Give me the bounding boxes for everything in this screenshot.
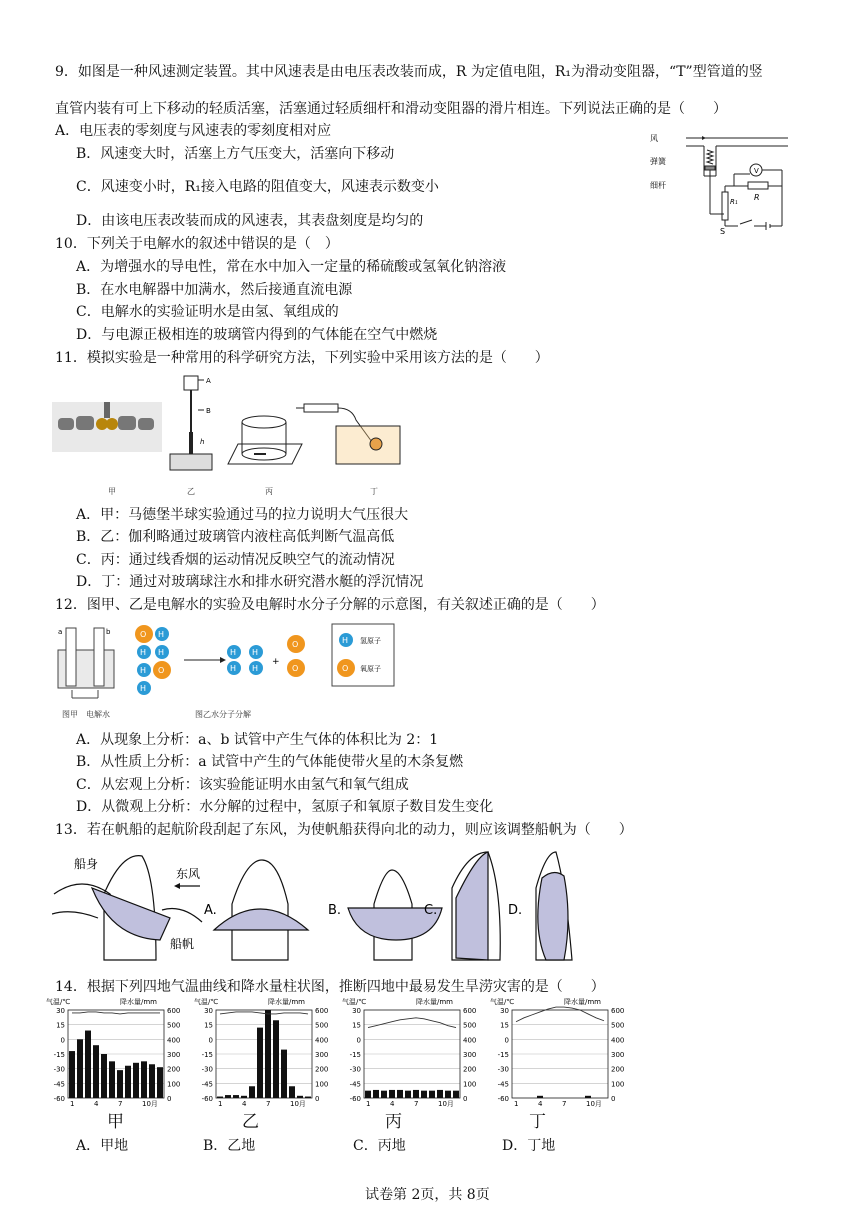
legend-o-atom: O	[342, 664, 349, 673]
atom-h-9: H	[252, 664, 259, 673]
q14-option-b: B．乙地	[203, 1138, 256, 1154]
q11-option-c: C．丙：通过线香烟的运动情况反映空气的流动情况	[76, 552, 395, 568]
tube-a-label: a	[58, 628, 63, 636]
chart-title-bing: 丙	[385, 1112, 402, 1132]
precip-tick-label: 200	[315, 1065, 329, 1074]
precip-axis-label: 降水量/mm	[416, 998, 453, 1006]
precip-bar	[265, 1010, 271, 1098]
x-tick-label: 10月	[438, 1100, 454, 1108]
option-a-label: A.	[204, 903, 217, 918]
x-tick-label: 7	[562, 1100, 567, 1108]
q12-option-a: A．从现象上分析：a、b 试管中产生气体的体积比为 2：1	[76, 732, 439, 748]
resistor-r1-label: R₁	[730, 198, 738, 206]
precip-bar	[101, 1054, 107, 1098]
precip-tick-label: 0	[315, 1095, 320, 1103]
tube-label-b: B	[206, 407, 211, 415]
voltmeter-label: V	[754, 167, 759, 175]
temp-tick-label: 0	[504, 1036, 509, 1045]
legend-oxygen-label: 氧原子	[360, 665, 381, 673]
precip-tick-label: 0	[167, 1095, 172, 1103]
precip-tick-label: 100	[315, 1080, 329, 1089]
x-tick-label: 4	[538, 1100, 543, 1108]
q10-option-d: D．与电源正极相连的玻璃管内得到的气体能在空气中燃烧	[76, 327, 438, 343]
tube-label-h: h	[200, 438, 205, 446]
precip-tick-label: 600	[463, 1007, 477, 1015]
precip-bar	[117, 1070, 123, 1098]
caption-bing: 丙	[265, 487, 273, 496]
precip-tick-label: 400	[315, 1036, 329, 1045]
x-tick-label: 10月	[290, 1100, 306, 1108]
temp-axis-label: 气温/℃	[490, 998, 515, 1006]
precip-bar	[585, 1096, 591, 1098]
climate-chart-2	[340, 996, 486, 1108]
precip-tick-label: 600	[611, 1007, 625, 1015]
x-tick-label: 4	[390, 1100, 395, 1108]
x-tick-label: 1	[218, 1100, 223, 1108]
temperature-line	[72, 1012, 160, 1014]
q14-stem: 14．根据下列四地气温曲线和降水量柱状图，推断四地中最易发生旱涝灾害的是（ ）	[55, 979, 605, 995]
atom-h-6: H	[230, 648, 237, 657]
precip-tick-label: 400	[463, 1036, 477, 1045]
q14-option-d: D．丁地	[502, 1138, 556, 1154]
precip-bar	[289, 1086, 295, 1098]
temp-tick-label: 0	[60, 1036, 65, 1045]
q12-stem: 12．图甲、乙是电解水的实验及电解时水分子分解的示意图，有关叙述正确的是（ ）	[55, 597, 605, 613]
precip-tick-label: 100	[463, 1080, 477, 1089]
temp-axis-label: 气温/℃	[342, 998, 367, 1006]
temp-tick-label: -45	[349, 1080, 361, 1089]
precip-bar	[297, 1096, 303, 1098]
precip-bar	[125, 1066, 131, 1098]
caption-jia: 甲	[108, 487, 116, 496]
precip-bar	[437, 1090, 443, 1098]
temp-tick-label: -60	[497, 1095, 509, 1103]
precip-bar	[305, 1097, 311, 1098]
q12-electrolysis-figure	[52, 620, 397, 720]
chart-title-ding: 丁	[529, 1112, 546, 1132]
precip-tick-label: 500	[167, 1021, 181, 1030]
precip-tick-label: 500	[611, 1021, 625, 1030]
temp-tick-label: 15	[352, 1021, 361, 1030]
precip-tick-label: 300	[315, 1051, 329, 1059]
precip-tick-label: 300	[167, 1051, 181, 1059]
precip-bar	[85, 1031, 91, 1098]
x-tick-label: 4	[94, 1100, 99, 1108]
legend-hydrogen-label: 氢原子	[360, 637, 381, 645]
precip-bar	[273, 1020, 279, 1098]
atom-h-2: H	[140, 648, 147, 657]
temp-tick-label: 15	[204, 1021, 213, 1030]
precip-bar	[69, 1051, 75, 1098]
atom-o-2: O	[158, 666, 165, 675]
precip-tick-label: 100	[611, 1080, 625, 1089]
temp-tick-label: 30	[56, 1007, 65, 1015]
atom-h-4: H	[140, 666, 147, 675]
wind-label: 风	[650, 134, 658, 143]
precip-bar	[149, 1064, 155, 1098]
temp-tick-label: 0	[356, 1036, 361, 1045]
q9-stem-line2: 直管内装有可上下移动的轻质活塞，活塞通过轻质细杆和滑动变阻器的滑片相连。下列说法正确的是（ ）	[55, 101, 727, 117]
atom-o-3: O	[292, 640, 299, 649]
precip-tick-label: 300	[611, 1051, 625, 1059]
climate-chart-0	[44, 996, 190, 1108]
x-tick-label: 1	[514, 1100, 519, 1108]
chart-title-jia: 甲	[107, 1112, 124, 1132]
temp-tick-label: 15	[500, 1021, 509, 1030]
x-tick-label: 10月	[142, 1100, 158, 1108]
precip-bar	[157, 1067, 163, 1098]
legend-h-atom: H	[342, 636, 349, 645]
precip-bar	[445, 1091, 451, 1098]
option-c-label: C.	[424, 903, 438, 918]
resistor-r-label: R	[754, 193, 760, 202]
precip-bar	[249, 1086, 255, 1098]
precip-bar	[133, 1063, 139, 1098]
atom-h-3: H	[158, 648, 165, 657]
atom-o-4: O	[292, 664, 299, 673]
temp-tick-label: -30	[349, 1065, 361, 1074]
precip-axis-label: 降水量/mm	[564, 998, 601, 1006]
fig-yi-caption: 图乙水分子分解	[195, 710, 251, 719]
temp-tick-label: -60	[53, 1095, 65, 1103]
tube-label-a: A	[206, 377, 211, 385]
precip-tick-label: 0	[463, 1095, 468, 1103]
precip-tick-label: 100	[167, 1080, 181, 1089]
q13-stem: 13．若在帆船的起航阶段刮起了东风，为使帆船获得向北的动力，则应该调整船帆为（ ）	[55, 822, 633, 838]
x-tick-label: 7	[414, 1100, 419, 1108]
precip-bar	[109, 1061, 115, 1098]
precip-tick-label: 0	[611, 1095, 616, 1103]
temp-tick-label: -30	[53, 1065, 65, 1074]
atom-h-5: H	[140, 684, 147, 693]
q11-experiments-figure	[52, 372, 412, 472]
precip-bar	[413, 1090, 419, 1098]
chart-title-yi: 乙	[242, 1112, 259, 1132]
precip-bar	[453, 1091, 459, 1098]
precip-tick-label: 400	[167, 1036, 181, 1045]
atom-h-1: H	[158, 630, 165, 639]
caption-ding: 丁	[370, 487, 378, 496]
q10-option-c: C．电解水的实验证明水是由氢、氧组成的	[76, 304, 339, 320]
temp-tick-label: 30	[500, 1007, 509, 1015]
east-wind-label: 东风	[176, 867, 201, 881]
q10-stem: 10．下列关于电解水的叙述中错误的是（ ）	[55, 236, 339, 252]
page-footer: 试卷第 2页，共 8页	[365, 1187, 490, 1203]
precip-bar	[381, 1091, 387, 1098]
precip-bar	[429, 1091, 435, 1098]
temp-tick-label: -15	[349, 1051, 361, 1059]
precip-bar	[281, 1050, 287, 1098]
precip-tick-label: 200	[167, 1065, 181, 1074]
precip-bar	[397, 1090, 403, 1098]
precip-tick-label: 500	[463, 1021, 477, 1030]
switch-s-label: S	[720, 227, 726, 236]
plus-sign: +	[272, 657, 280, 667]
x-tick-label: 1	[366, 1100, 371, 1108]
precip-tick-label: 200	[611, 1065, 625, 1074]
temp-tick-label: 15	[56, 1021, 65, 1030]
precip-bar	[421, 1091, 427, 1098]
precip-bar	[405, 1091, 411, 1098]
x-tick-label: 7	[118, 1100, 123, 1108]
precip-bar	[217, 1097, 223, 1098]
q9-option-a: A．电压表的零刻度与风速表的零刻度相对应	[55, 123, 332, 139]
precip-bar	[77, 1039, 83, 1098]
temp-tick-label: -30	[201, 1065, 213, 1074]
rod-label: 细杆	[650, 181, 666, 190]
x-tick-label: 1	[70, 1100, 75, 1108]
x-tick-label: 10月	[586, 1100, 602, 1108]
q10-option-a: A．为增强水的导电性，常在水中加入一定量的稀硫酸或氢氧化钠溶液	[76, 259, 507, 275]
precip-bar	[225, 1095, 231, 1098]
q11-option-b: B．乙：伽利略通过玻璃管内液柱高低判断气温高低	[76, 529, 395, 545]
temp-tick-label: -15	[497, 1051, 509, 1059]
q14-option-c: C．丙地	[353, 1138, 406, 1154]
precip-axis-label: 降水量/mm	[268, 998, 305, 1006]
temp-tick-label: -45	[53, 1080, 65, 1089]
precip-bar	[365, 1091, 371, 1098]
climate-charts	[44, 996, 625, 1108]
precip-bar	[389, 1090, 395, 1098]
climate-chart-3	[488, 996, 634, 1108]
wind-speed-device-figure	[648, 130, 798, 236]
atom-o-1: O	[140, 630, 147, 639]
climate-chart-1	[192, 996, 338, 1108]
q11-option-d: D．丁：通过对玻璃球注水和排水研究潜水艇的浮沉情况	[76, 574, 424, 590]
temp-tick-label: -60	[201, 1095, 213, 1103]
q13-sailboat-figure	[52, 848, 592, 966]
q12-option-b: B．从性质上分析：a 试管中产生的气体能使带火星的木条复燃	[76, 754, 464, 770]
q12-option-d: D．从微观上分析：水分解的过程中，氢原子和氧原子数目发生变化	[76, 799, 494, 815]
q11-stem: 11．模拟实验是一种常用的科学研究方法，下列实验中采用该方法的是（ ）	[55, 350, 549, 366]
temp-tick-label: 30	[204, 1007, 213, 1015]
temp-tick-label: -60	[349, 1095, 361, 1103]
precip-tick-label: 500	[315, 1021, 329, 1030]
option-b-label: B.	[328, 903, 342, 918]
temp-tick-label: -45	[497, 1080, 509, 1089]
temp-tick-label: -15	[201, 1051, 213, 1059]
q12-option-c: C．从宏观上分析：该实验能证明水由氢气和氧气组成	[76, 777, 409, 793]
caption-yi: 乙	[187, 487, 195, 496]
precip-tick-label: 300	[463, 1051, 477, 1059]
precip-axis-label: 降水量/mm	[120, 998, 157, 1006]
q14-option-a: A．甲地	[76, 1138, 129, 1154]
precip-bar	[537, 1096, 543, 1098]
precip-bar	[141, 1061, 147, 1098]
x-tick-label: 4	[242, 1100, 247, 1108]
q10-option-b: B．在水电解器中加满水，然后接通直流电源	[76, 282, 353, 298]
temp-tick-label: -30	[497, 1065, 509, 1074]
temp-tick-label: -45	[201, 1080, 213, 1089]
precip-tick-label: 600	[315, 1007, 329, 1015]
temp-tick-label: 30	[352, 1007, 361, 1015]
q11-option-a: A．甲：马德堡半球实验通过马的拉力说明大气压很大	[76, 507, 409, 523]
spring-label: 弹簧	[650, 157, 666, 166]
temp-axis-label: 气温/℃	[46, 998, 71, 1006]
precip-bar	[257, 1028, 263, 1098]
precip-bar	[93, 1045, 99, 1098]
tube-b-label: b	[106, 628, 111, 636]
sail-label: 船帆	[170, 937, 195, 951]
temp-tick-label: -15	[53, 1051, 65, 1059]
atom-h-7: H	[230, 664, 237, 673]
hull-label: 船身	[74, 857, 99, 871]
temperature-line	[368, 1018, 456, 1028]
fig-jia-caption: 图甲 电解水	[62, 710, 110, 719]
x-tick-label: 7	[266, 1100, 271, 1108]
precip-bar	[233, 1095, 239, 1098]
precip-bar	[241, 1096, 247, 1098]
q9-option-d: D．由该电压表改装而成的风速表，其表盘刻度是均匀的	[76, 213, 424, 229]
q9-option-c: C．风速变小时，R₁接入电路的阻值变大，风速表示数变小	[76, 179, 439, 195]
q9-stem-line1: 9．如图是一种风速测定装置。其中风速表是由电压表改装而成，R 为定值电阻，R₁为滑动变阻器，“T”型管道的竖	[55, 64, 763, 80]
precip-tick-label: 200	[463, 1065, 477, 1074]
temp-tick-label: 0	[208, 1036, 213, 1045]
option-d-label: D.	[508, 903, 523, 918]
precip-bar	[373, 1090, 379, 1098]
atom-h-8: H	[252, 648, 259, 657]
temperature-line	[220, 1012, 308, 1014]
temperature-line	[516, 1007, 604, 1022]
q9-option-b: B．风速变大时，活塞上方气压变大，活塞向下移动	[76, 146, 395, 162]
precip-tick-label: 600	[167, 1007, 181, 1015]
temp-axis-label: 气温/℃	[194, 998, 219, 1006]
precip-tick-label: 400	[611, 1036, 625, 1045]
